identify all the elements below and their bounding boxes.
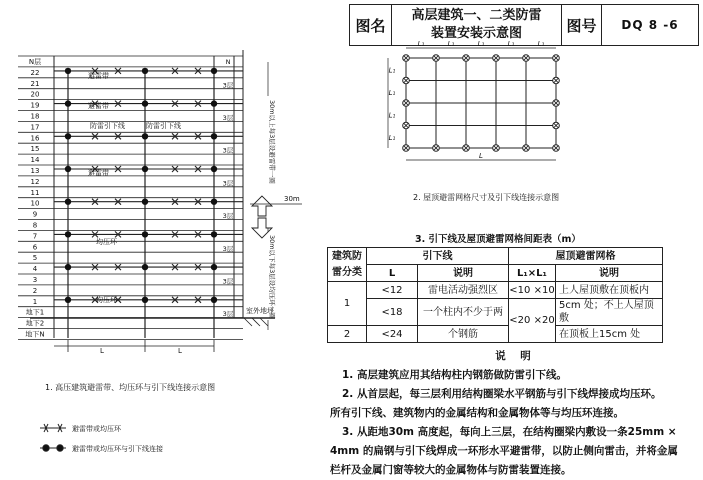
side-label: 3层: [222, 81, 234, 90]
legend-item-connection: 避雷带或均压环与引下线连接: [72, 445, 163, 453]
th-category-1: 建筑防: [328, 248, 367, 265]
connection-dot: [142, 100, 148, 106]
roof-top-label: L₁: [477, 40, 485, 48]
side-label: 3层: [222, 179, 234, 188]
td-grid-1: <10 ×10: [509, 282, 556, 299]
th-desc: 说明: [418, 265, 509, 282]
th-L: L: [367, 265, 418, 282]
connection-dot: [65, 199, 71, 205]
connection-dot: [211, 68, 217, 74]
td-cat-2: 2: [328, 326, 367, 343]
drawing-title-line2: 装置安装示意图: [430, 26, 522, 41]
th-roof-grid: 屋顶避雷网格: [509, 248, 663, 265]
side-labels: [223, 58, 234, 318]
td-note-a: 上人屋顶敷在顶板内: [556, 282, 663, 299]
roof-grid: [388, 48, 559, 160]
connection-dot: [142, 68, 148, 74]
label-down-conductor-2: 防雷引下线: [146, 122, 181, 130]
floor-label: 11: [30, 188, 40, 197]
span-L-2: L: [178, 347, 182, 355]
floor-label: 16: [30, 134, 40, 143]
label-vertical-lower: 30m以下每3层设均压环一圈: [268, 235, 276, 319]
roof-bottom-label: L: [479, 152, 483, 160]
connection-dot: [142, 199, 148, 205]
roof-top-label: L₁: [537, 40, 545, 48]
drawing-title-line1: 高层建筑一、二类防雷: [411, 8, 542, 23]
roof-left-label: L₁: [388, 133, 396, 142]
floor-label: 17: [30, 123, 40, 132]
side-label: 3层: [222, 212, 234, 221]
floor-label: 4: [32, 265, 38, 274]
connection-dot: [211, 166, 217, 172]
td-note-b: 5cm 处；不上人屋顶敷: [556, 299, 663, 326]
td-desc-2: 个钢筋: [418, 326, 509, 343]
floor-label: 18: [30, 112, 40, 121]
label-pressure-ring: 均压环: [96, 238, 117, 246]
side-label: 3层: [222, 113, 234, 122]
spacing-table: [327, 247, 663, 343]
floor-label: 5: [32, 254, 38, 263]
floor-label: 6: [32, 243, 38, 252]
label-pressure-ring-2: 均压环: [96, 296, 117, 304]
roof-grid-diagram: [378, 38, 638, 208]
floor-label: 1: [32, 297, 38, 306]
side-label: 3层: [222, 310, 234, 319]
roof-caption: 2. 屋顶避雷网格尺寸及引下线连接示意图: [413, 193, 560, 202]
side-label: 3层: [222, 146, 234, 155]
connection-dot: [65, 100, 71, 106]
th-desc-2: 说明: [556, 265, 663, 282]
floor-label: 9: [32, 210, 38, 219]
drawing-number-label: 图号: [562, 5, 602, 45]
connection-dot: [211, 231, 217, 237]
th-grid: L₁×L₁: [509, 265, 556, 282]
roof-top-label: L₁: [447, 40, 455, 48]
td-note-c: 在顶板上15cm 处: [556, 326, 663, 343]
floor-label: 地下1: [25, 308, 45, 317]
floor-label: 地下N: [25, 330, 45, 339]
td-grid-2: <20 ×20: [509, 299, 556, 343]
label-outdoor-ground: 室外地坪: [246, 307, 274, 315]
label-lightning-belt-2: 避雷带: [88, 102, 109, 110]
floor-label: 13: [30, 167, 40, 175]
th-category-2: 雷分类: [328, 265, 367, 282]
legend-item-ring: 避雷带或均压环: [72, 425, 121, 433]
floor-label: 15: [30, 145, 40, 154]
connection-dot: [142, 133, 148, 139]
connection-dot: [211, 264, 217, 270]
side-label: 3层: [222, 277, 234, 286]
floor-label: 21: [30, 79, 40, 88]
floor-label: 20: [30, 90, 40, 99]
floor-label: 22: [30, 68, 40, 77]
td-desc-1: 雷电活动强烈区: [418, 282, 509, 299]
td-L-2: <24: [367, 326, 418, 343]
label-lightning-belt: 避雷带: [88, 72, 109, 80]
roof-top-label: L₁: [507, 40, 515, 48]
roof-left-label: L₁: [388, 66, 396, 75]
connection-dot: [65, 231, 71, 237]
td-cat-1: 1: [328, 282, 367, 326]
floor-label: 7: [32, 232, 38, 241]
note-3b: 4mm 的扁钢与引下线焊成一环形水平避雷带，以防止侧向雷击，并将金属: [330, 445, 678, 457]
notes-heading: 说 明: [495, 350, 533, 362]
td-L-1b: <18: [367, 299, 418, 326]
note-2b: 所有引下线、建筑物内的金属结构和金属物体等与均压环连接。: [330, 407, 624, 419]
floor-label: 2: [32, 286, 38, 295]
floor-label: N层: [28, 58, 42, 66]
connection-dot: [211, 199, 217, 205]
side-label: 3层: [222, 244, 234, 253]
connection-dot: [211, 133, 217, 139]
drawing-name-label: 图名: [350, 5, 392, 45]
note-2a: 2. 从首层起，每三层利用结构圈梁水平钢筋与引下线焊接成均压环。: [342, 388, 662, 400]
roof-left-label: L₁: [388, 111, 396, 120]
connection-dot: [142, 297, 148, 303]
side-label: N: [225, 58, 231, 66]
roof-left-label: L₁: [388, 88, 396, 97]
connection-dot: [65, 166, 71, 172]
label-30m: 30m: [284, 195, 300, 203]
floor-label: 10: [30, 199, 40, 208]
note-3c: 栏杆及金属门窗等较大的金属物体与防雷装置连接。: [330, 464, 572, 476]
label-vertical-upper: 30m以上每3层设避雷带一圈: [268, 100, 276, 184]
elevation-caption: 1. 高压建筑避雷带、均压环与引下线连接示意图: [45, 383, 216, 392]
label-lightning-belt-3: 避雷带: [88, 169, 109, 177]
floor-label: 19: [30, 101, 40, 110]
floor-label: 地下2: [25, 319, 45, 328]
connection-dot: [211, 297, 217, 303]
floor-label: 8: [32, 221, 38, 230]
connection-dot: [211, 100, 217, 106]
floor-lines: [18, 56, 243, 339]
connection-dot: [142, 166, 148, 172]
note-1: 1. 高层建筑应用其结构柱内钢筋做防雷引下线。: [342, 369, 567, 381]
drawing-number-value: DQ 8 -6: [621, 18, 679, 32]
note-3a: 3. 从距地30m 高度起，每向上三层，在结构圈梁内敷设一条25mm ×: [342, 426, 677, 438]
floor-label: 12: [30, 177, 40, 186]
legend: [40, 424, 66, 451]
td-L-1: <12: [367, 282, 418, 299]
connection-dot: [142, 264, 148, 270]
connection-dot: [65, 297, 71, 303]
floor-label: 3: [32, 276, 38, 284]
floor-label: 14: [30, 156, 40, 165]
table-title: 3. 引下线及屋顶避雷网格间距表（m）: [415, 234, 581, 245]
roof-top-label: L₁: [417, 40, 425, 48]
elevation-diagram: [0, 0, 330, 473]
notes: [330, 347, 698, 480]
connection-dot: [142, 231, 148, 237]
connection-dot: [65, 133, 71, 139]
connection-dot: [65, 264, 71, 270]
label-down-conductor: 防雷引下线: [90, 122, 125, 130]
td-desc-1b: 一个柱内不少于两: [418, 299, 509, 326]
up-arrow-icon: [252, 196, 272, 216]
span-L: L: [100, 347, 104, 355]
connection-dot: [65, 68, 71, 74]
th-down-conductor: 引下线: [367, 248, 509, 265]
